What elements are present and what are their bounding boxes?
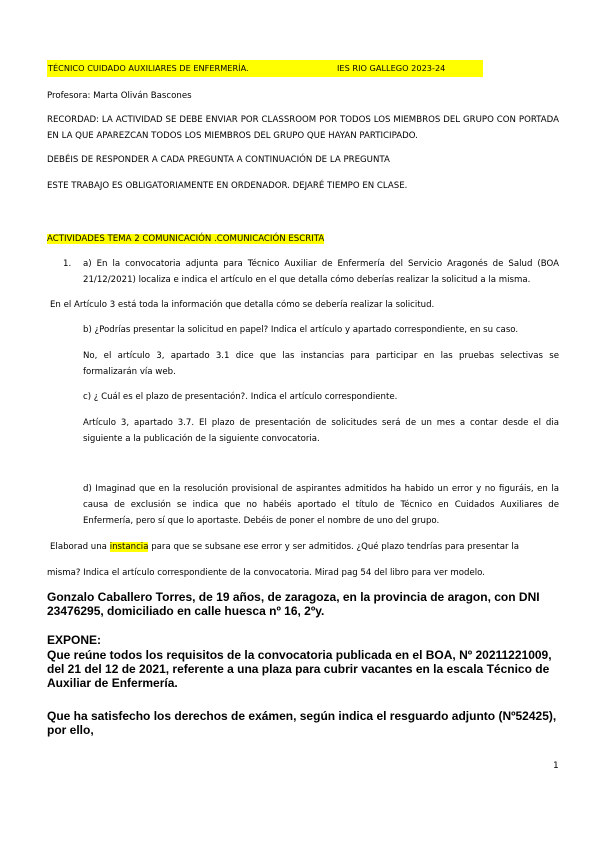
question-d: d) Imaginad que en la resolución provisional de aspirantes admitidos ha habido un error y no figuráis, en la causa de exclusión se indica que no habéis aportado el título de Técnico en Cuidados Auxiliares de Enfermería, pero sí que lo aportaste. Debéis de poner el nombre de uno del grupo. [83,484,559,526]
expone-text: Que reúne todos los requisitos de la convocatoria publicada en el BOA, Nº 20211221009, del 21 del 12 de 2021, referente a una plaza para cubrir vacantes en la escala Técnico de Auxiliar de Enfermería. [47,648,552,690]
letter-intro: Gonzalo Caballero Torres, de 19 años, de zaragoza, en la provincia de aragon, con DNI 23476295, domiciliado en calle huesca nº 16, 2ºy. [47,590,540,618]
answer-b: No, el artículo 3, apartado 3.1 dice que las instancias para participar en las pruebas selectivas se formalizarán vía web. [83,351,559,377]
answer-c: Artículo 3, apartado 3.7. El plazo de presentación de solicitudes será de un mes a contar desde el dia siguiente a la publicación de la siguiente convocatoria. [83,418,559,444]
teacher-line: Profesora: Marta Oliván Bascones [47,91,192,101]
header-bar [47,60,483,77]
reminder-paragraph: RECORDAD: LA ACTIVIDAD SE DEBE ENVIAR POR CLASSROOM POR TODOS LOS MIEMBROS DEL GRUPO CON PORTADA EN LA QUE APAREZCAN TODOS LOS MIEMBROS DEL GRUPO QUE HAYAN PARTICIPADO. [47,115,559,141]
answer-a: En el Artículo 3 está toda la información que detalla cómo se debería realizar la solicitud. [50,300,435,310]
expone-label: EXPONE: [47,633,102,647]
page-number: 1 [553,761,559,771]
question-b: b) ¿Podrías presentar la solicitud en papel? Indica el artículo y apartado correspondiente, en su caso. [83,325,519,335]
fees-text: Que ha satisfecho los derechos de exámen, según indica el resguardo adjunto (Nº52425), por ello, [47,709,557,737]
instance-request-before: Elaborad una [50,542,110,552]
question-number: 1. [63,259,72,269]
activities-title [47,231,324,247]
activities-title-text: ACTIVIDADES TEMA 2 COMUNICACIÓN .COMUNICACIÓN ESCRITA [47,234,325,244]
instance-request-line1 [50,539,519,555]
instance-request-line2: misma? Indica el artículo correspondiente de la convocatoria. Mirad pag 54 del libro para ver modelo. [47,568,485,578]
question-c: c) ¿ Cuál es el plazo de presentación?. Indica el artículo correspondiente. [83,392,398,402]
header-title: TÉCNICO CUIDADO AUXILIARES DE ENFERMERÍA. [48,63,249,73]
header-school: IES RIO GALLEGO 2023-24 [337,63,446,73]
instance-highlight: instancia [109,542,149,552]
instance-request-after: para que se subsane ese error y ser admitidos. ¿Qué plazo tendrías para presentar la [148,542,519,552]
instruction-respond: DEBÉIS DE RESPONDER A CADA PREGUNTA A CONTINUACIÓN DE LA PREGUNTA [47,155,390,165]
instruction-computer: ESTE TRABAJO ES OBLIGATORIAMENTE EN ORDENADOR. DEJARÉ TIEMPO EN CLASE. [47,181,408,191]
question-a: a) En la convocatoria adjunta para Técnico Auxiliar de Enfermería del Servicio Aragonés de Salud (BOA 21/12/2021) localiza e indica el artículo en el que detalla cómo deberías realizar la solicitud a la misma. [83,259,559,285]
